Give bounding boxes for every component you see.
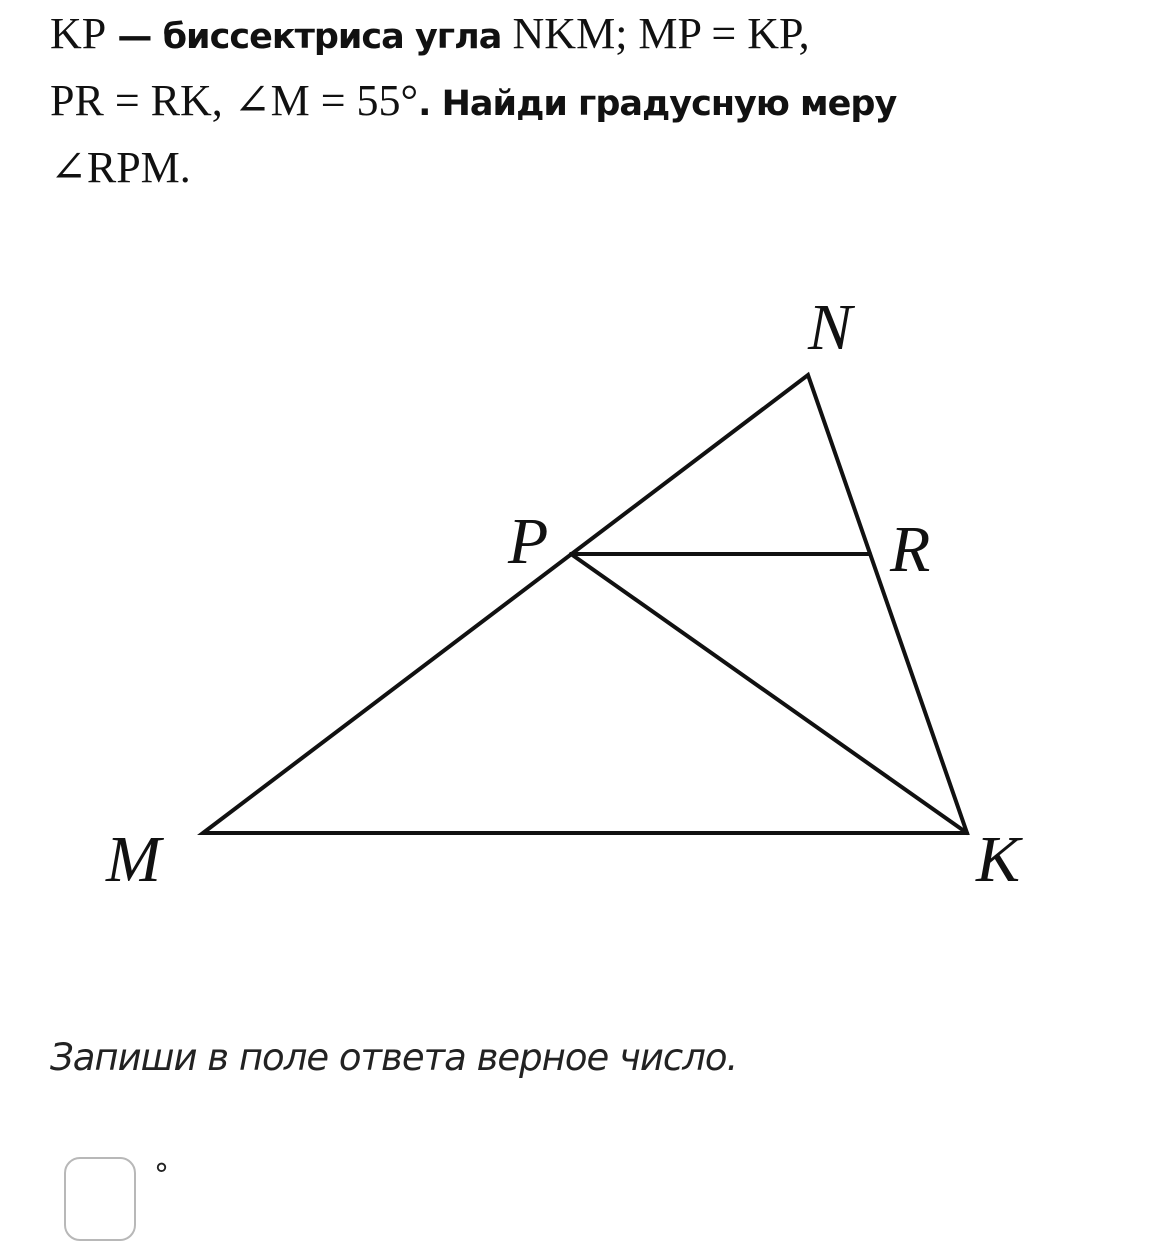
label-p: P (508, 505, 549, 578)
label-k: K (976, 823, 1021, 896)
label-n: N (808, 291, 853, 364)
problem-text-question: . Найди градусную меру (418, 84, 897, 124)
segment-pk (571, 554, 967, 833)
answer-input[interactable] (64, 1157, 136, 1241)
instruction-text: Запиши в поле ответа верное число. (50, 1036, 738, 1079)
degree-unit: ° (154, 1158, 169, 1193)
math-equalities: PR = RK, ∠M = 55° (50, 76, 419, 125)
math-segment-kp: KP (50, 9, 107, 58)
math-angle-rpm: ∠RPM. (50, 143, 191, 192)
math-angle-nkm: NKM; MP = KP, (512, 9, 810, 58)
problem-text-bisector: — биссектриса угла (106, 17, 513, 57)
label-r: R (890, 513, 931, 586)
triangle-mnk (203, 375, 967, 833)
label-m: M (106, 823, 161, 896)
